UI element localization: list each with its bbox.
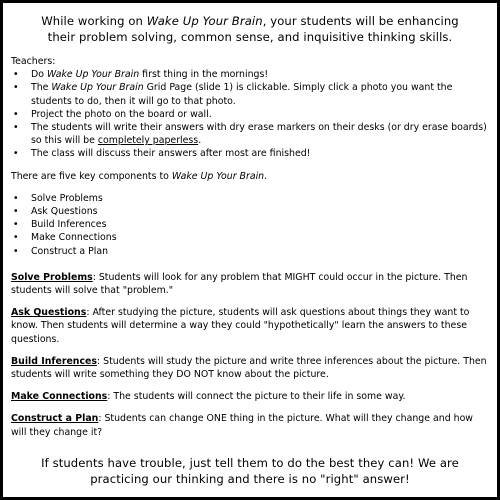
header-text: While working on	[41, 14, 147, 28]
bullet: •	[13, 206, 19, 218]
description-lead: Construct a Plan	[11, 413, 99, 425]
bullet: •	[13, 122, 19, 134]
page-header	[11, 13, 489, 45]
description-text: : Students can change ONE thing in the picture. What will they change and how will they change it?	[11, 413, 473, 438]
item-text: Grid Page (slide 1) is clickable. Simply click a photo you want the students to do, then it will go to that photo.	[31, 82, 453, 107]
page-content	[11, 9, 489, 439]
item-text: first thing in the mornings!	[139, 69, 269, 81]
component-name: Make Connections	[31, 232, 117, 244]
description-paragraph	[11, 390, 489, 403]
bullet: •	[13, 69, 19, 81]
description-paragraph	[11, 355, 489, 381]
header-line-2: their problem solving, common sense, and inquisitive thinking skills.	[47, 30, 453, 44]
bullet: •	[13, 245, 19, 257]
item-text: The class will discuss their answers after most are finished!	[31, 148, 311, 160]
description-text: : Students will look for any problem that MIGHT could occur in the picture. Then students will solve that "problem."	[11, 271, 468, 297]
intro-text: There are five key components to	[11, 170, 172, 182]
intro-em: Wake Up Your Brain	[171, 170, 265, 182]
footer-line-1: If students have trouble, just tell them to do the best they can! We are	[41, 456, 459, 470]
list-item	[11, 108, 489, 121]
list-item	[11, 231, 489, 244]
components-list	[11, 192, 489, 258]
header-title: Wake Up Your Brain	[146, 14, 263, 28]
component-name: Construct a Plan	[31, 245, 109, 257]
bullet: •	[13, 108, 19, 120]
description-paragraph	[11, 271, 489, 297]
header-text: , your students will be enhancing	[262, 14, 459, 28]
bullet: •	[13, 232, 19, 244]
item-text: Do	[31, 69, 47, 81]
footer-line-2: practicing our thinking and there is no "right" answer!	[90, 472, 410, 486]
item-text: .	[198, 135, 202, 147]
item-em: Wake Up Your Brain	[46, 69, 140, 81]
description-lead: Ask Questions	[11, 307, 87, 319]
component-name: Solve Problems	[31, 192, 103, 204]
list-item	[11, 81, 489, 107]
list-item	[11, 192, 489, 205]
teachers-list	[11, 68, 489, 160]
bullet: •	[13, 192, 19, 204]
description-lead: Make Connections	[11, 391, 108, 403]
description-lead: Solve Problems	[11, 271, 93, 283]
components-intro	[11, 170, 489, 183]
list-item	[11, 218, 489, 231]
item-underline: completely paperless	[97, 135, 199, 147]
teachers-label: Teachers:	[11, 56, 56, 67]
item-text: The	[31, 82, 52, 94]
description-paragraph	[11, 412, 489, 438]
document-body	[11, 55, 489, 439]
intro-text: .	[264, 170, 268, 182]
bullet: •	[13, 82, 19, 94]
page-footer	[11, 455, 489, 487]
list-item	[11, 205, 489, 218]
description-lead: Build Inferences	[11, 355, 97, 367]
component-name: Ask Questions	[31, 206, 98, 218]
item-text: The students will write their answers with dry erase markers on their desks (or dry erase boards) so this will be	[31, 122, 487, 147]
list-item	[11, 68, 489, 81]
spacer	[11, 183, 489, 192]
header-line-1	[11, 13, 489, 29]
item-em: Wake Up Your Brain	[51, 82, 144, 94]
description-text: : The students will connect the picture to their life in some way.	[107, 391, 406, 403]
bullet: •	[13, 219, 19, 231]
list-item	[11, 121, 489, 147]
description-text: : After studying the picture, students will ask questions about things they want to know. Then students will determine a way they could "hypothetically" learn the answers to these questions.	[11, 307, 470, 345]
description-text: : Students will study the picture and write three inferences about the picture. Then students will write something they DO NOT know about the picture.	[11, 355, 487, 381]
component-name: Build Inferences	[31, 219, 107, 231]
bullet: •	[13, 148, 19, 160]
description-paragraph	[11, 306, 489, 346]
item-text: Project the photo on the board or wall.	[31, 108, 212, 120]
spacer	[11, 161, 489, 170]
list-item	[11, 245, 489, 258]
list-item	[11, 147, 489, 160]
